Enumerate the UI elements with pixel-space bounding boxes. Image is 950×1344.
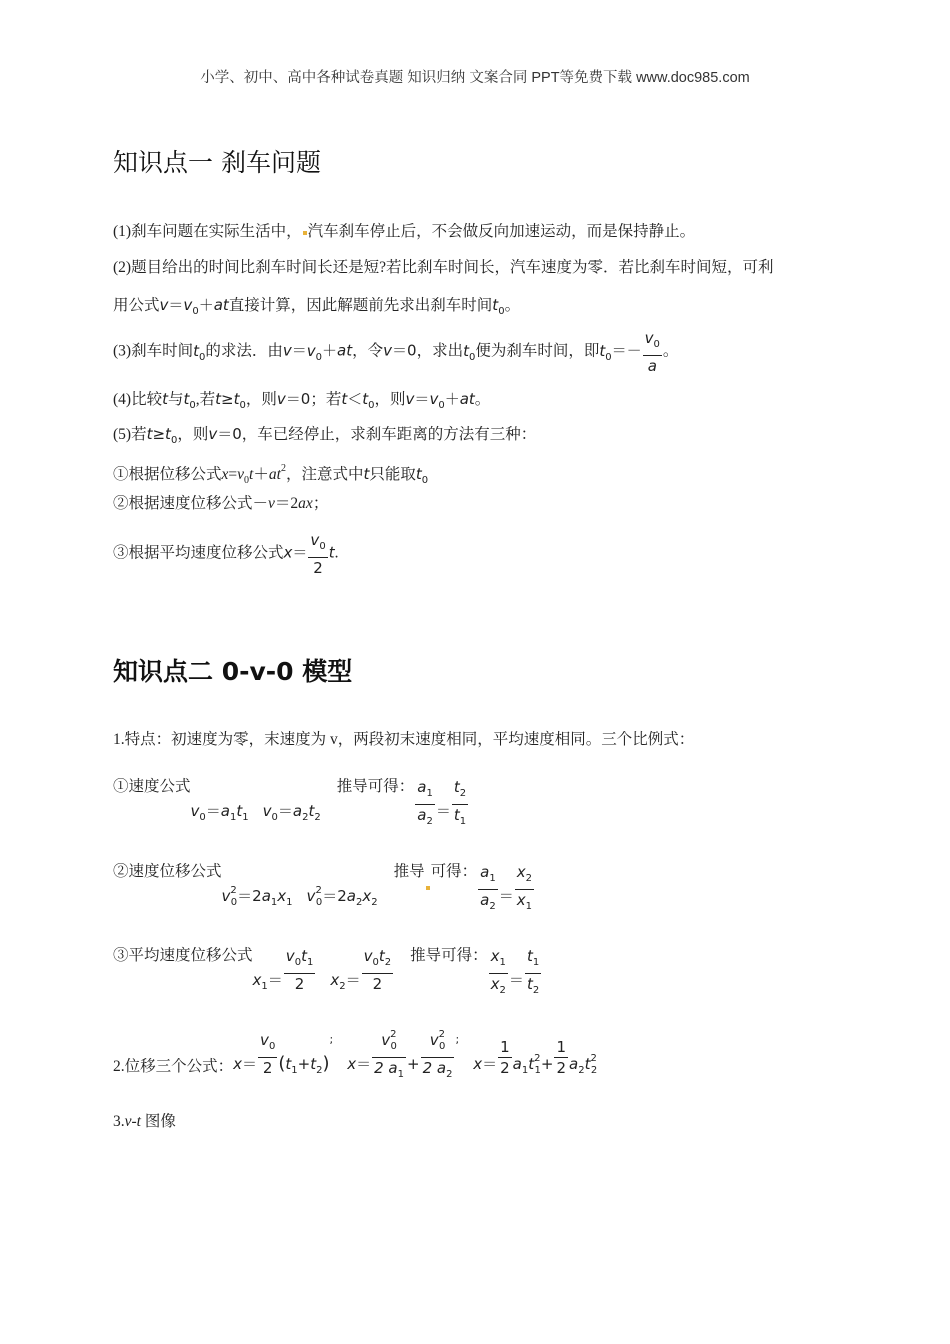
- fraction-x1-x2: $\frac{x_1}{x_2}$: [490, 947, 506, 996]
- formula-velocity-displacement: ②速度位移公式$v^2_0=2a_1x_1$ $v^2_0=2a_2x_2$推导 可得： $\frac{a_1}{a_2}$ ＝ $\frac{x_2}{x_1}$: [113, 862, 535, 917]
- marker-dot: [426, 886, 430, 890]
- marker-dot: [303, 231, 307, 235]
- fraction-one-half: $\frac{1}{2}$: [556, 1038, 566, 1077]
- fraction-v0sq-over-2a2: $\frac{v^2_0}{2 a_2}$: [422, 1029, 453, 1080]
- fraction-a1-a2: $\frac{a_1}{a_2}$: [480, 863, 496, 912]
- fraction-a1-a2: $\frac{a_1}{a_2}$: [417, 778, 433, 827]
- page-header: 小学、初中、高中各种试卷真题 知识归纳 文案合同 PPT等免费下载 www.doc985.com: [200, 70, 750, 86]
- fraction-v0t1-over-2: $\frac{v_0t_1}{2}$: [285, 947, 314, 993]
- paragraph-2-line-1: (2)题目给出的时间比刹车时间长还是短?若比刹车时间长，汽车速度为零．若比刹车时间短，可利: [113, 259, 774, 276]
- paragraph-3: (3)刹车时间$t_0$的求法．由$v=v_0+at$，令v＝0，求出$t_0$便为刹车时间，即$t_0=-$ $\frac{v_0}{a}$ 。: [113, 329, 679, 375]
- fraction-t2-t1: $\frac{t_2}{t_1}$: [453, 778, 467, 827]
- method-1: ①根据位移公式$x=v_0t+at^2$，注意式中t只能取$t_0$: [113, 463, 429, 486]
- formula-velocity: ①速度公式$v_0=a_1t_1$ $v_0=a_2t_2$推导可得： $\frac{a_1}{a_2}$ ＝ $\frac{t_2}{t_1}$: [113, 777, 469, 832]
- paragraph-2-line-2: 用公式$v=v_0+at$直接计算，因此解题前先求出刹车时间$t_0$。: [113, 296, 521, 317]
- fraction-v0sq-over-2a1: $\frac{v^2_0}{2 a_1}$: [374, 1029, 404, 1080]
- fraction-v0-over-2: $\frac{v_0}{2}$: [260, 1031, 276, 1077]
- fraction-v0t2-over-2: $\frac{v_0t_2}{2}$: [363, 947, 392, 993]
- paragraph-5: (5)若$t\ge t_0$，则v＝0，车已经停止，求刹车距离的方法有三种：: [113, 425, 537, 446]
- method-2: ②根据速度位移公式－v＝2ax；: [113, 495, 329, 512]
- paragraph-1: (1)刹车问题在实际生活中， 汽车刹车停止后，不会做反向加速运动，而是保持静止。: [113, 223, 696, 240]
- fraction-v0-over-2: $\frac{v_0}{2}$: [310, 531, 326, 577]
- section2-paragraph-1: 1.特点：初速度为零，末速度为 v，两段初末速度相同，平均速度相同。三个比例式：: [113, 731, 695, 748]
- vt-graph-heading: 3.v-t 图像: [113, 1113, 176, 1130]
- section-title-0v0-model: 知识点二 0-v-0 模型: [113, 657, 353, 686]
- fraction-v0-over-a: $\frac{v_0}{a}$: [644, 329, 660, 375]
- displacement-formulas: 2.位移三个公式：x＝ $\frac{v_0}{2}$ $(t_1+t_2)^;x=$ $\frac{v^2_0}{2 a_1}$ + $\frac{v^2_0}{2 a_2}$ ;x＝ $\frac{1}{2}$ $a_1t^2_1+$ $\frac{1}{2}$ $a_2t^2_2$: [113, 1030, 597, 1085]
- section-title-braking: 知识点一 刹车问题: [113, 148, 321, 177]
- fraction-x2-x1: $\frac{x_2}{x_1}$: [516, 863, 532, 912]
- formula-average-velocity: ③平均速度位移公式$x_1=$ $\frac{v_0t_1}{2}$ $x_2=$ $\frac{v_0t_2}{2}$ 推导可得： $\frac{x_1}{x_2}$ ＝ $\frac{t_1}{t_2}$: [113, 946, 542, 1001]
- fraction-one-half: $\frac{1}{2}$: [500, 1038, 510, 1077]
- paragraph-4: (4)比较t与$t_0$,若$t\ge t_0$，则v＝0；若$t<t_0$，则$v=v_0+at$。: [113, 390, 491, 411]
- method-3: ③根据平均速度位移公式x＝ $\frac{v_0}{2}$ t.: [113, 531, 339, 577]
- fraction-t1-t2: $\frac{t_1}{t_2}$: [526, 947, 540, 996]
